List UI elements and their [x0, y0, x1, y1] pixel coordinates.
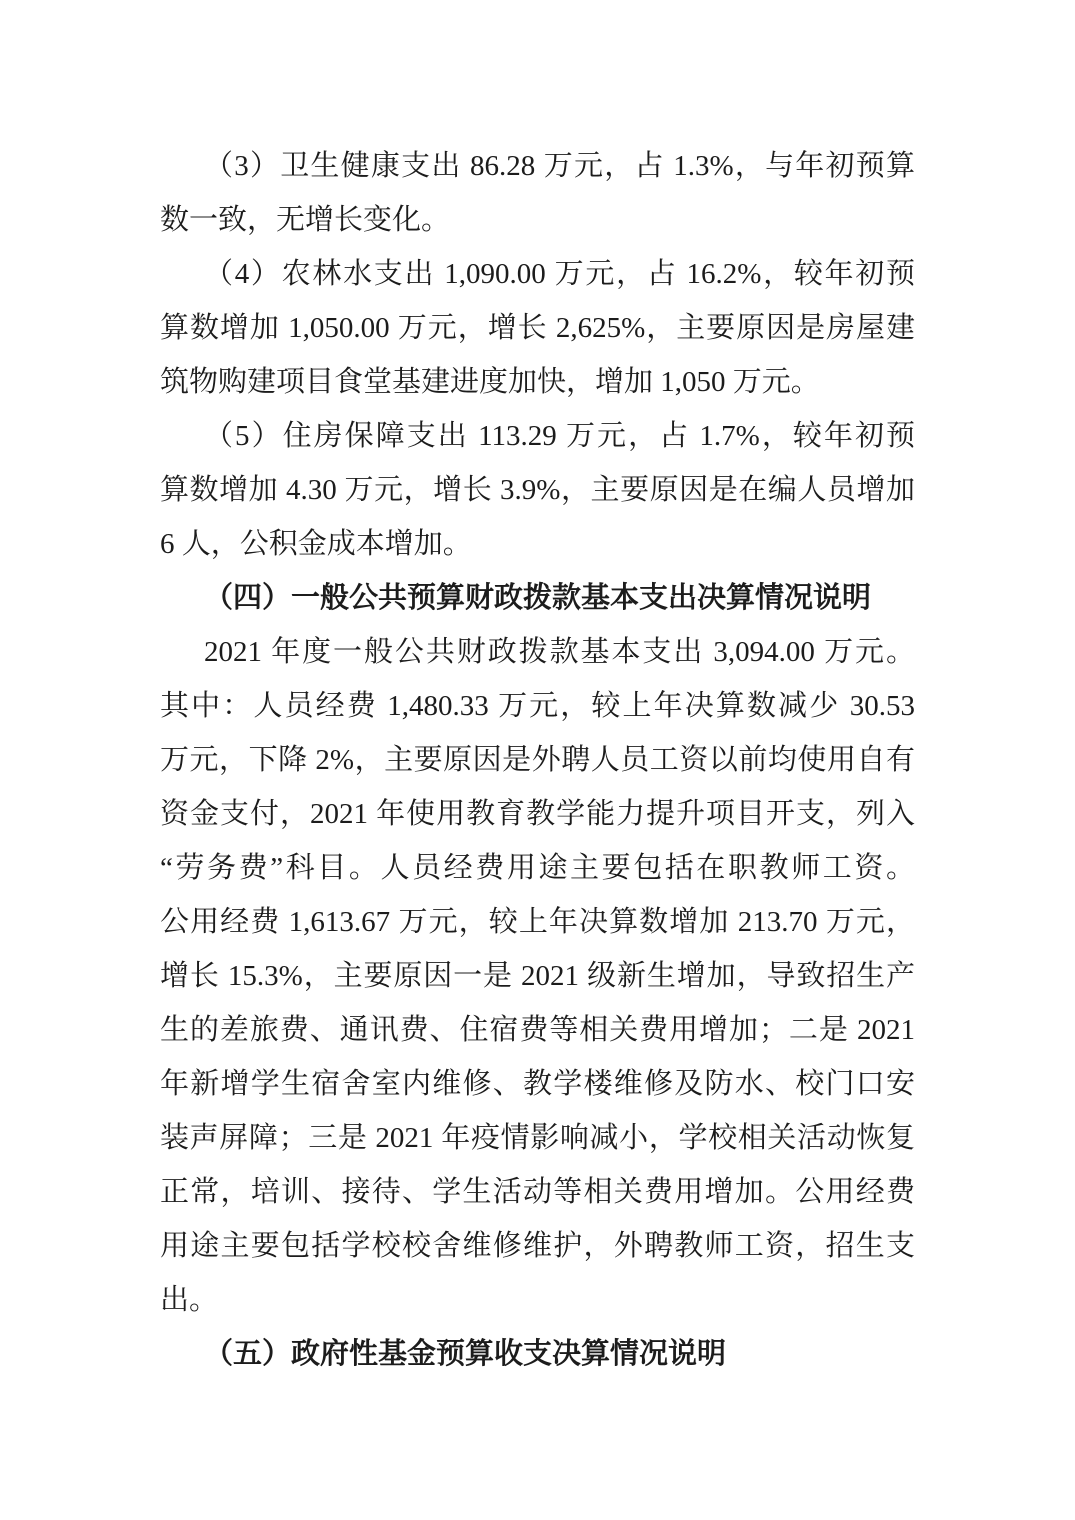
paragraph — [160, 625, 915, 1327]
text-line: 6 人，公积金成本增加。 — [160, 528, 472, 560]
text-line: 装声屏障；三是 2021 年疫情影响减小，学校相关活动恢复 — [160, 1122, 915, 1154]
paragraph — [160, 409, 915, 571]
text-line: 算数增加 4.30 万元，增长 3.9%，主要原因是在编人员增加 — [160, 474, 915, 506]
paragraph — [160, 139, 915, 247]
text-line: 正常，培训、接待、学生活动等相关费用增加。公用经费 — [160, 1176, 915, 1208]
text-line: 资金支付，2021 年使用教育教学能力提升项目开支，列入 — [160, 798, 915, 830]
text-line: 算数增加 1,050.00 万元，增长 2,625%，主要原因是房屋建 — [160, 312, 915, 344]
paragraph — [160, 247, 915, 409]
text-line: （3）卫生健康支出 86.28 万元，占 1.3%，与年初预算 — [204, 150, 915, 182]
text-line: 筑物购建项目食堂基建进度加快，增加 1,050 万元。 — [160, 366, 820, 398]
section-heading — [160, 571, 915, 625]
text-line: （五）政府性基金预算收支决算情况说明 — [204, 1338, 727, 1370]
text-line: （四）一般公共预算财政拨款基本支出决算情况说明 — [204, 582, 872, 614]
text-line: “劳务费”科目。人员经费用途主要包括在职教师工资。 — [160, 852, 915, 884]
text-line: 出。 — [160, 1284, 219, 1316]
text-line: 2021 年度一般公共财政拨款基本支出 3,094.00 万元。 — [204, 636, 915, 668]
section-heading — [160, 1327, 915, 1381]
text-line: 万元，下降 2%，主要原因是外聘人员工资以前均使用自有 — [160, 744, 915, 776]
text-line: （4）农林水支出 1,090.00 万元，占 16.2%，较年初预 — [204, 258, 915, 290]
text-line: （5）住房保障支出 113.29 万元，占 1.7%，较年初预 — [204, 420, 915, 452]
text-line: 数一致，无增长变化。 — [160, 204, 451, 236]
text-line: 公用经费 1,613.67 万元，较上年决算数增加 213.70 万元， — [160, 906, 915, 938]
text-line: 其中：人员经费 1,480.33 万元，较上年决算数减少 30.53 — [160, 690, 915, 722]
document-body — [160, 139, 915, 1381]
text-line: 用途主要包括学校校舍维修维护，外聘教师工资，招生支 — [160, 1230, 915, 1262]
text-line: 生的差旅费、通讯费、住宿费等相关费用增加；二是 2021 — [160, 1014, 915, 1046]
text-line: 增长 15.3%，主要原因一是 2021 级新生增加，导致招生产 — [160, 960, 915, 992]
text-line: 年新增学生宿舍室内维修、教学楼维修及防水、校门口安 — [160, 1068, 915, 1100]
